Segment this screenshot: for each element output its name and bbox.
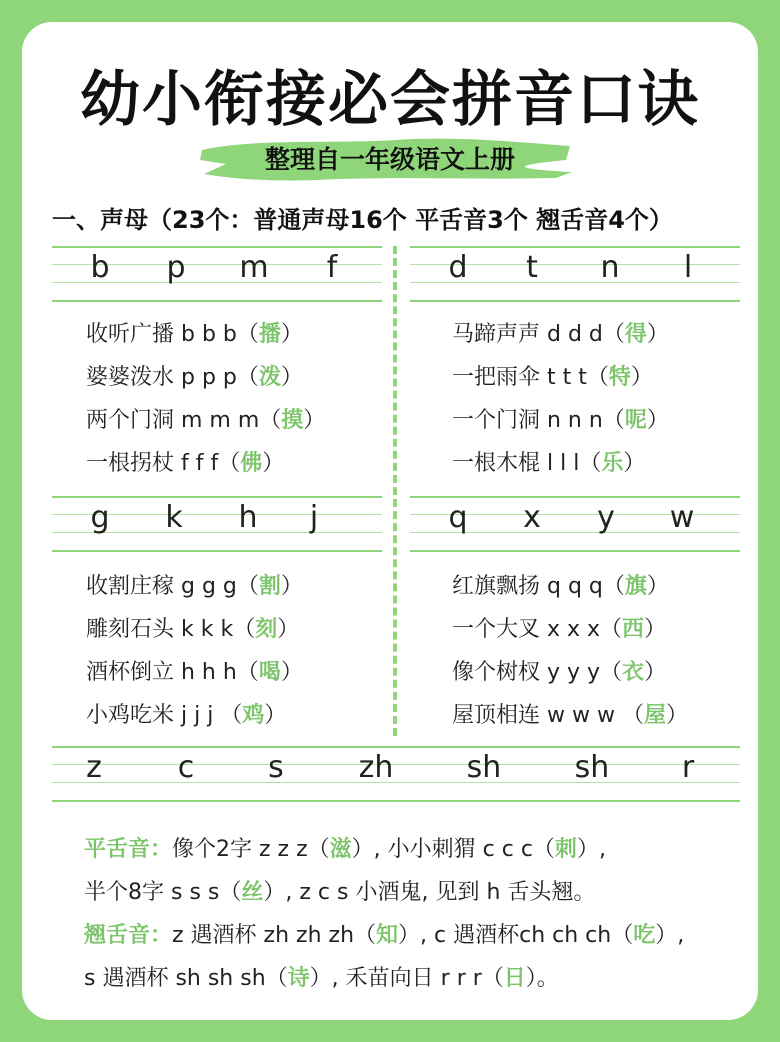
- flat-label: 平舌音：: [84, 837, 173, 862]
- rhymes-group-4: [452, 572, 752, 744]
- flat-rule-line-1: 平舌音：像个2字 z z z（滋）, 小小刺猬 c c c（刺）,: [84, 837, 606, 862]
- rhymes-group-3: [86, 572, 386, 744]
- staff-group-1: [52, 246, 382, 302]
- subtitle: 整理自一年级语文上册: [264, 145, 515, 174]
- pinyin-letter: sh: [466, 750, 502, 785]
- pinyin-letter: z: [86, 750, 102, 785]
- rhyme-line: 红旗飘扬 q q q（旗）: [452, 574, 669, 599]
- rhyme-line: 收割庄稼 g g g（割）: [86, 574, 303, 599]
- rhymes-group-2: [452, 320, 752, 492]
- pinyin-letter: y: [597, 500, 615, 535]
- pinyin-letter: x: [523, 500, 541, 535]
- pinyin-letter: t: [526, 250, 538, 285]
- rhyme-line: 像个树杈 y y y（衣）: [452, 660, 667, 685]
- pinyin-letter: sh: [574, 750, 610, 785]
- section-heading: 一、声母（23个：普通声母16个 平舌音3个 翘舌音4个）: [52, 206, 673, 234]
- retro-label: 翘舌音：: [84, 923, 173, 948]
- rhyme-line: 小鸡吃米 j j j （鸡）: [86, 703, 287, 728]
- dashed-divider: [393, 246, 397, 736]
- rhyme-line: 一个门洞 n n n（呢）: [452, 408, 669, 433]
- staff-group-3: [52, 496, 382, 552]
- pinyin-letter: r: [681, 750, 695, 785]
- staff-flat-retroflex: [52, 746, 740, 802]
- rhyme-line: 一把雨伞 t t t（特）: [452, 365, 653, 390]
- pinyin-letter: w: [669, 500, 695, 535]
- pinyin-letter: h: [238, 500, 258, 535]
- staff-group-2: [410, 246, 740, 302]
- pinyin-letter: g: [90, 500, 110, 535]
- pinyin-letter: zh: [358, 750, 394, 785]
- rhyme-line: 一根木棍 l l l（乐）: [452, 451, 646, 476]
- page-title: 幼小衔接必会拼音口诀: [80, 65, 700, 135]
- pinyin-letter: f: [326, 250, 338, 285]
- rules-block: [84, 828, 744, 1000]
- rhyme-line: 马蹄声声 d d d（得）: [452, 322, 669, 347]
- rhyme-line: 一个大叉 x x x（西）: [452, 617, 667, 642]
- retro-rule-line-2: s 遇酒杯 sh sh sh（诗）, 禾苗向日 r r r（日）。: [84, 966, 559, 991]
- rhyme-line: 收听广播 b b b（播）: [86, 322, 303, 347]
- staff-group-4: [410, 496, 740, 552]
- pinyin-letter: d: [448, 250, 468, 285]
- rhyme-line: 婆婆泼水 p p p（泼）: [86, 365, 303, 390]
- flat-rule-line-2: 半个8字 s s s（丝）, z c s 小酒鬼, 见到 h 舌头翘。: [84, 880, 596, 905]
- pinyin-letter: m: [239, 250, 269, 285]
- pinyin-letter: s: [268, 750, 284, 785]
- pinyin-letter: b: [90, 250, 110, 285]
- pinyin-letter: n: [600, 250, 620, 285]
- pinyin-letter: p: [166, 250, 186, 285]
- rhyme-line: 屋顶相连 w w w （屋）: [452, 703, 688, 728]
- pinyin-letter: q: [448, 500, 468, 535]
- rhyme-line: 雕刻石头 k k k（刻）: [86, 617, 300, 642]
- pinyin-letter: l: [683, 250, 693, 285]
- rhyme-line: 一根拐杖 f f f（佛）: [86, 451, 285, 476]
- rhyme-line: 两个门洞 m m m（摸）: [86, 408, 326, 433]
- retro-rule-line-1: 翘舌音：z 遇酒杯 zh zh zh（知）, c 遇酒杯ch ch ch（吃）,: [84, 923, 685, 948]
- pinyin-letter: c: [177, 750, 195, 785]
- pinyin-letter: k: [165, 500, 183, 535]
- rhyme-line: 酒杯倒立 h h h（喝）: [86, 660, 303, 685]
- rhymes-group-1: [86, 320, 386, 492]
- pinyin-letter: j: [309, 500, 319, 535]
